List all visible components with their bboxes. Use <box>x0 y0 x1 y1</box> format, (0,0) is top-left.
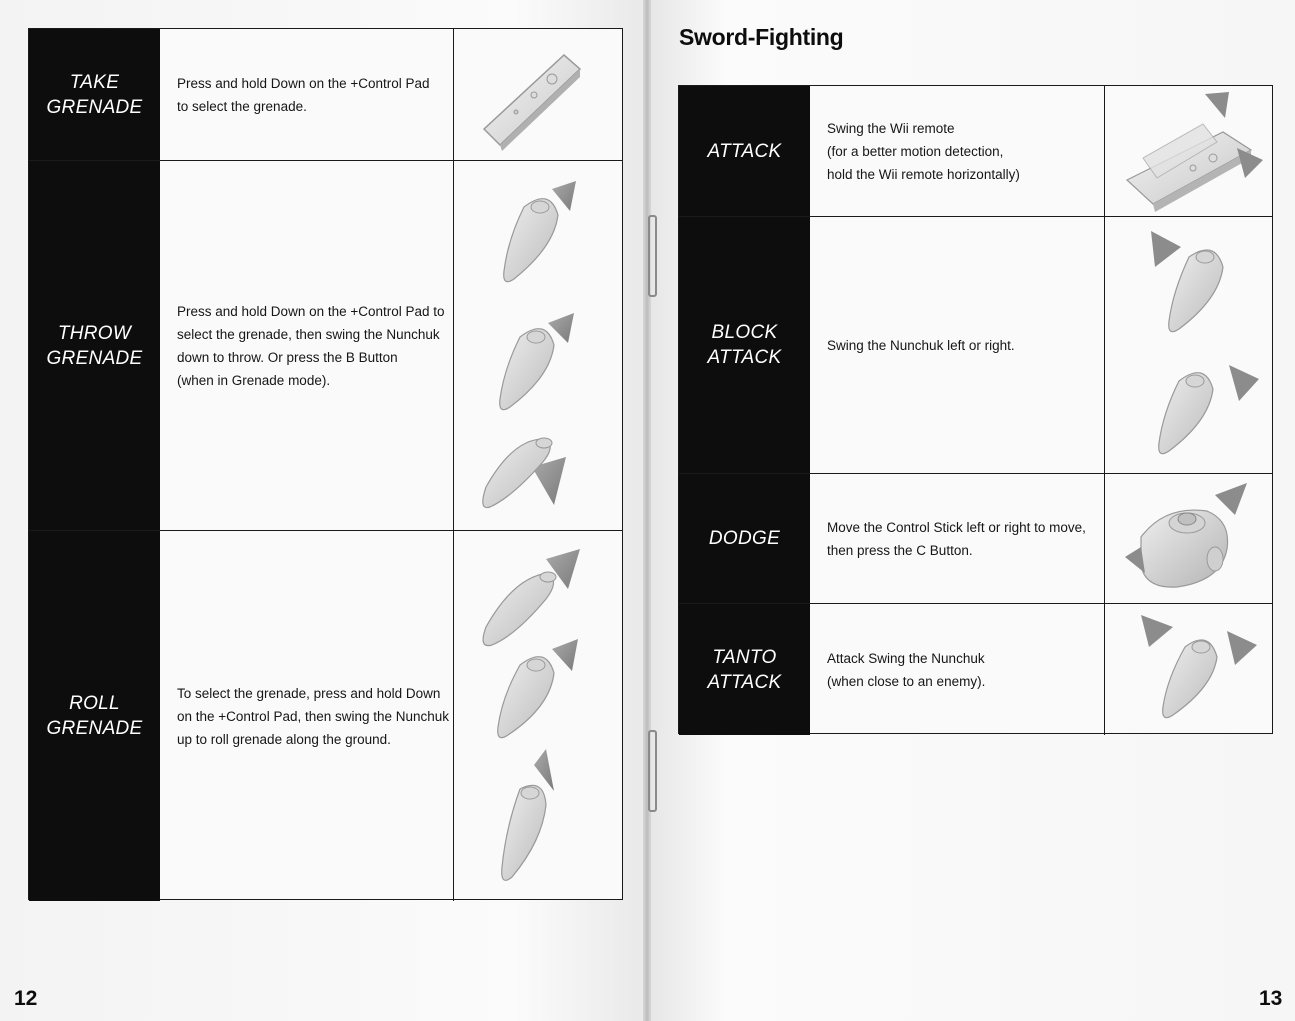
row-description: Press and hold Down on the +Control Pad to select the grenade, then swing the Nunchuk down to throw. Or press the B Button (when in Grenade mode). <box>177 303 445 388</box>
row-description: Swing the Nunchuk left or right. <box>827 337 1015 353</box>
table-row-roll-grenade <box>29 531 622 901</box>
staple-bottom <box>648 730 657 812</box>
table-row-dodge <box>679 474 1272 604</box>
table-row-tanto-attack <box>679 604 1272 735</box>
row-label: THROW GRENADE <box>29 161 160 530</box>
nunchuk-swing-up-icon <box>462 537 602 897</box>
nunchuk-swing-left-right-icon <box>1111 221 1271 471</box>
table-row-take-grenade <box>29 29 622 161</box>
grenade-controls-table <box>28 28 623 900</box>
row-description: Attack Swing the Nunchuk (when close to an enemy). <box>827 650 986 689</box>
row-illustration <box>453 531 622 901</box>
wii-remote-horizontal-swing-icon <box>1113 88 1273 216</box>
row-illustration <box>1104 604 1272 735</box>
row-label: ATTACK <box>679 86 810 216</box>
row-description: Swing the Wii remote (for a better motion detection, hold the Wii remote horizontally) <box>827 120 1020 182</box>
row-illustration <box>1104 217 1272 473</box>
control-stick-icon <box>1111 477 1271 601</box>
row-label: BLOCK ATTACK <box>679 217 810 473</box>
row-label: TANTO ATTACK <box>679 604 810 735</box>
page-number-left: 12 <box>14 987 38 1010</box>
book-gutter <box>643 0 651 1021</box>
nunchuk-swing-icon <box>1111 607 1271 731</box>
table-row-attack <box>679 86 1272 217</box>
row-illustration <box>453 29 622 160</box>
table-row-block-attack <box>679 217 1272 474</box>
row-illustration <box>1104 474 1272 603</box>
page-number-right: 13 <box>1259 987 1283 1010</box>
row-illustration <box>453 161 622 530</box>
staple-top <box>648 215 657 297</box>
nunchuk-swing-down-icon <box>462 167 602 527</box>
row-description: To select the grenade, press and hold Down on the +Control Pad, then swing the Nunchuk up to roll grenade along the ground. <box>177 685 450 747</box>
wii-remote-icon <box>472 37 592 157</box>
section-title: Sword-Fighting <box>679 24 844 50</box>
row-label: TAKE GRENADE <box>29 29 160 160</box>
sword-fighting-controls-table <box>678 85 1273 734</box>
row-label: DODGE <box>679 474 810 603</box>
row-description: Press and hold Down on the +Control Pad to select the grenade. <box>177 75 430 114</box>
row-illustration <box>1104 86 1272 216</box>
row-label: ROLL GRENADE <box>29 531 160 901</box>
table-row-throw-grenade <box>29 161 622 531</box>
row-description: Move the Control Stick left or right to move, then press the C Button. <box>827 519 1086 558</box>
